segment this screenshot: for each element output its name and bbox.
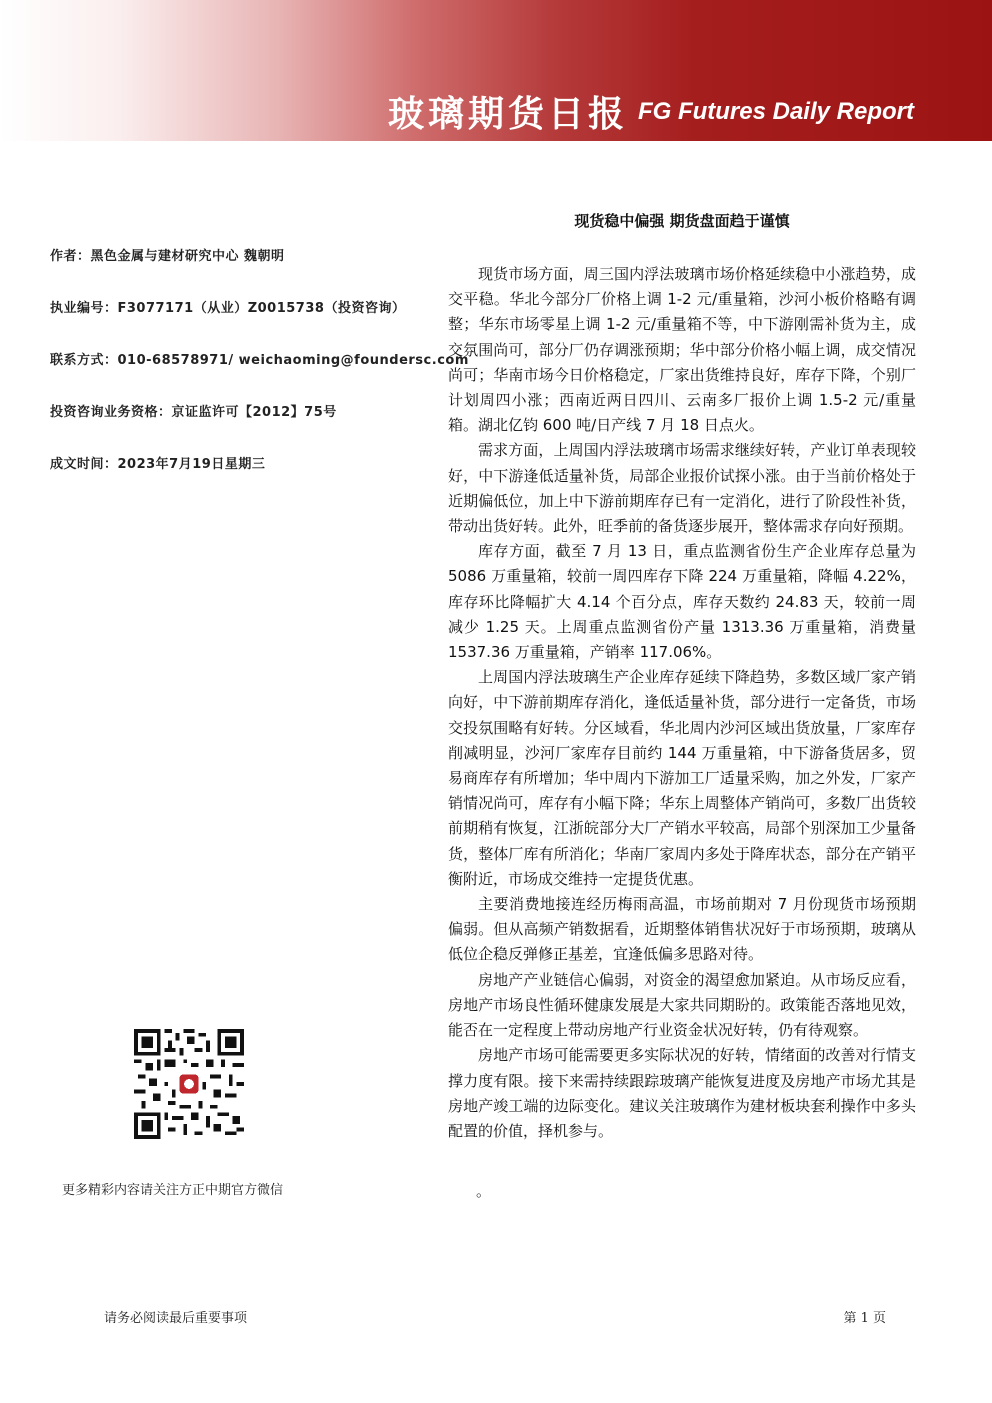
paragraph-real-estate: 房地产产业链信心偏弱，对资金的渴望愈加紧迫。从市场反应看，房地产市场良性循环健康发展是大家共同期盼的。政策能否落地见效，能否在一定程度上带动房地产行业资金状况好转，仍有待观察。 — [448, 970, 916, 1040]
meta-qualification: 投资咨询业务资格：京证监许可【2012】75号 — [50, 405, 337, 420]
meta-contact: 联系方式：010-68578971/ weichaoming@foundersc.com — [50, 353, 469, 368]
qr-caption: 更多精彩内容请关注方正中期官方微信 — [62, 1183, 284, 1198]
meta-date: 成文时间：2023年7月19日星期三 — [50, 457, 266, 472]
meta-author: 作者：黑色金属与建材研究中心 魏朝明 — [50, 249, 285, 264]
paragraph-inventory: 库存方面，截至 7 月 13 日，重点监测省份生产企业库存总量为 5086 万重量箱，较前一周四库存下降 224 万重量箱，降幅 4.22%，库存环比降幅扩大 4.14 个百分点，库存天数约 24.83 天，较前一周减少 1.25 天。上周重点监测省份产量 1313.36 万重量箱，消费量 1537.36 万重量箱，产销率 117.06%。 — [448, 542, 916, 662]
trailing-mark: 。 — [476, 1182, 492, 1200]
paragraph-consumption: 主要消费地接连经历梅雨高温，市场前期对 7 月份现货市场预期偏弱。但从高频产销数据看，近期整体销售状况好于市场预期，玻璃从低位企稳反弹修正基差，宜逢低偏多思路对待。 — [448, 895, 916, 964]
report-title: 现货稳中偏强 期货盘面趋于谨慎 — [574, 212, 790, 230]
paragraph-demand: 需求方面，上周国内浮法玻璃市场需求继续好转，产业订单表现较好，中下游逢低适量补货，局部企业报价试探小涨。由于当前价格处于近期偏低位，加上中下游前期库存已有一定消化，进行了阶段性补货，带动出货好转。此外，旺季前的备货逐步展开，整体需求存向好预期。 — [448, 441, 916, 536]
header-title-cn: 玻璃期货日报 — [387, 94, 628, 135]
footer-notice: 请务必阅读最后重要事项 — [104, 1311, 248, 1326]
header-title-en: FG Futures Daily Report — [637, 97, 914, 125]
paragraph-regional: 上周国内浮法玻璃生产企业库存延续下降趋势，多数区域厂家产销向好，中下游前期库存消化，逢低适量补货，部分进行一定备货，市场交投氛围略有好转。分区域看，华北周内沙河区域出货放量，厂家库存削减明显，沙河厂家库存目前约 144 万重量箱，中下游备货居多，贸易商库存有所增加；华中周内下游加工厂适量采购，加之外发，厂家产销情况尚可，库存有小幅下降；华东上周整体产销尚可，多数厂出货较前期稍有恢复，江浙皖部分大厂产销水平较高，局部个别深加工少量备货，整体厂库有所消化；华南厂家周内多处于降库状态，部分在产销平衡附近，市场成交维持一定提货优惠。 — [448, 668, 916, 888]
paragraph-spot-market: 现货市场方面，周三国内浮法玻璃市场价格延续稳中小涨趋势，成交平稳。华北今部分厂价格上调 1-2 元/重量箱，沙河小板价格略有调整；华东市场零星上调 1-2 元/重量箱不等，中下游刚需补货为主，成交氛围尚可，部分厂仍存调涨预期；华中部分价格小幅上调，成交情况尚可；华南市场今日价格稳定，厂家出货维持良好，库存下降，个别厂计划周四小涨；西南近两日四川、云南多厂报价上调 1.5-2 元/重量箱。湖北亿钧 600 吨/日产线 7 月 18 日点火。 — [448, 265, 916, 435]
header-title — [388, 86, 914, 137]
paragraph-outlook: 房地产市场可能需要更多实际状况的好转，情绪面的改善对行情支撑力度有限。接下来需持续跟踪玻璃产能恢复进度及房地产市场尤其是房地产竣工端的边际变化。建议关注玻璃作为建材板块套利操作中多头配置的价值，择机参与。 — [448, 1046, 916, 1140]
report-body — [448, 262, 916, 1144]
meta-license-no: 执业编号：F3077171（从业）Z0015738（投资咨询） — [50, 301, 406, 316]
qr-code-icon — [134, 1029, 244, 1139]
page-number: 第 1 页 — [843, 1311, 886, 1326]
